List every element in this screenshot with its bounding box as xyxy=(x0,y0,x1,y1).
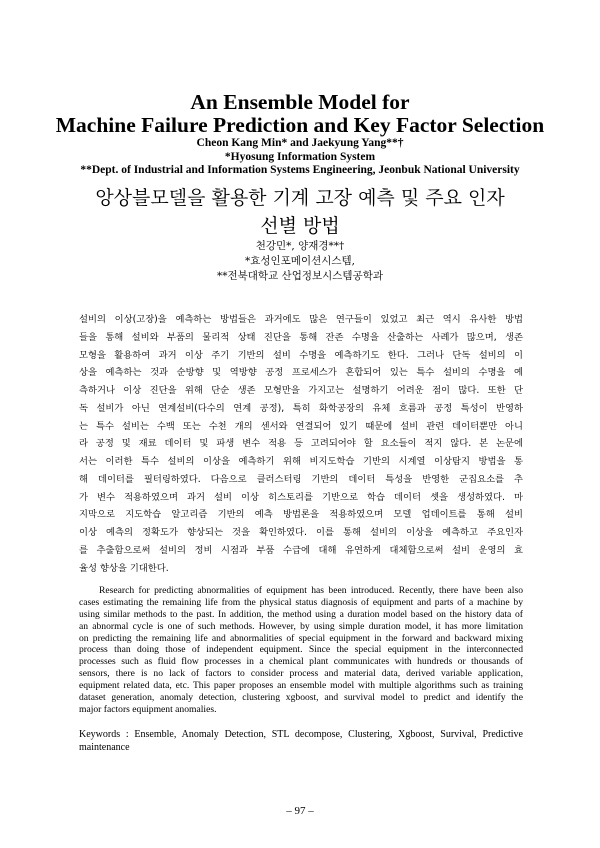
abstract-ko-line: 이상 예측의 정확도가 향상되는 것을 확인하였다. 이를 통해 설비의 이상을 예측하고 주요인자 xyxy=(79,527,523,538)
abstract-en-line: equipment related data, etc. This paper proposes an ensemble model with multiple algorithms such as training xyxy=(79,680,523,692)
abstract-ko-line: 해 데이터를 필터링하였다. 다음으로 클러스터링 기반의 데이터 특성을 반영한 군집요소를 추 xyxy=(79,473,523,485)
abstract-ko-line: 모형을 활용하여 과거 이상 주기 기반의 설비 수명을 예측하기도 한다. 그러나 단독 설비의 이 xyxy=(79,349,523,361)
abstract-ko-line: 서는 이러한 특수 설비의 이상을 예측하기 위해 비지도학습 기반의 시계열 이상탐지 방법을 통 xyxy=(79,456,523,467)
abstract-ko-line: 를 추출함으로써 설비의 정비 시점과 부품 수급에 대해 유연하게 대체함으로써 설비 운영의 효 xyxy=(79,544,523,556)
keywords xyxy=(79,729,523,754)
abstract-en-line: using similar methods to the past. In addition, the method using a duration model based on the history data of xyxy=(79,608,523,620)
abstract-ko-line: 설비의 이상(고장)을 예측하는 방법들은 과거에도 많은 연구들이 있었고 최근 역시 유사한 방법 xyxy=(79,314,523,325)
authors-ko: 천강민*, 양재경**† xyxy=(255,240,345,252)
abstract-ko-line: 독 설비가 아닌 연계설비(다수의 연계 공정), 특히 화학공장의 유체 흐름과 공정 특성이 반영하 xyxy=(79,402,523,414)
abstract-en-line: sensors, there is no lack of factors to consider process and material data, derived variable application, xyxy=(79,668,523,680)
affiliation-ko-2: **전북대학교 산업정보시스템공학과 xyxy=(217,270,383,282)
abstract-ko-line: 상을 예측하는 것과 순방향 및 역방향 공정 프로세스가 혼합되어 있는 특수 설비의 수명을 예 xyxy=(79,367,523,379)
abstract-en-line: dataset generation, anomaly detection, clustering xgboost, and survival model to predict and identify the xyxy=(79,692,523,704)
abstract-en-line: on predicting the remaining life and abnormalities of special equipment in the forward and backward mixing xyxy=(79,632,523,644)
title-en-line-2: Machine Failure Prediction and Key Factor Selection xyxy=(55,113,545,137)
affiliation-en-2: **Dept. of Industrial and Information Systems Engineering, Jeonbuk National University xyxy=(80,164,520,176)
abstract-en-line: major factors equipment anomalies. xyxy=(79,703,217,715)
keywords-line: Keywords : Ensemble, Anomaly Detection, STL decompose, Clustering, Xgboost, Survival, Predictive xyxy=(79,729,523,740)
title-ko-line-2: 선별 방법 xyxy=(260,215,340,237)
abstract-en-line: Research for predicting abnormalities of equipment has been introduced. Recently, there have been also xyxy=(99,585,523,596)
abstract-ko xyxy=(79,311,523,577)
abstract-en-line: processes such as fluid flow processes in a chemical plant communicates with hundreds or thousands of xyxy=(79,656,523,668)
page-number: – 97 – xyxy=(286,805,314,817)
title-ko-line-1: 앙상블모델을 활용한 기계 고장 예측 및 주요 인자 xyxy=(95,187,505,209)
abstract-ko-line: 측하거나 이상 진단을 위해 단순 생존 모형만을 가지고는 설명하기 어려운 점이 많다. 또한 단 xyxy=(79,385,523,396)
title-en-line-1: An Ensemble Model for xyxy=(190,90,410,114)
abstract-ko-line: 는 특수 설비는 수백 또는 수천 개의 센서와 연결되어 있기 때문에 설비 관련 데이터뿐만 아니 xyxy=(79,420,523,432)
abstract-ko-line: 들을 통해 설비와 부품의 물리적 상태 진단을 통해 잔존 수명을 산출하는 사례가 많으며, 생존 xyxy=(79,331,523,343)
abstract-ko-line: 라 공정 및 재료 데이터 및 파생 변수 적용 등 고려되어야 할 요소들이 적지 않다. 본 논문에 xyxy=(79,438,523,450)
abstract-ko-line: 가 변수 적용하였으며 과거 설비 이상 히스토리를 기반으로 학습 데이터 셋을 생성하였다. 마 xyxy=(79,491,523,503)
abstract-en-line: process than doing those of independent equipment. Since the special equipment in the interconnected xyxy=(79,644,523,656)
abstract-ko-line: 지막으로 지도학습 알고리즘 기반의 예측 방법론을 적용하였으며 모델 업데이트를 통해 설비 xyxy=(79,509,523,521)
keywords-line: maintenance xyxy=(79,741,130,753)
abstract-en-line: an abnormal cycle is one of such methods. However, by using simple duration model, it has more limitation xyxy=(79,620,523,632)
authors-en: Cheon Kang Min* and Jaekyung Yang**† xyxy=(196,137,404,149)
abstract-ko-line: 율성 향상을 기대한다. xyxy=(79,562,169,574)
affiliation-ko-1: *효성인포메이션시스템, xyxy=(244,255,356,267)
affiliation-en-1: *Hyosung Information System xyxy=(224,151,376,163)
abstract-en-line: cases estimating the remaining life from the physical status diagnosis of equipment and parts of a machine by xyxy=(79,596,523,608)
abstract-en xyxy=(79,585,523,716)
